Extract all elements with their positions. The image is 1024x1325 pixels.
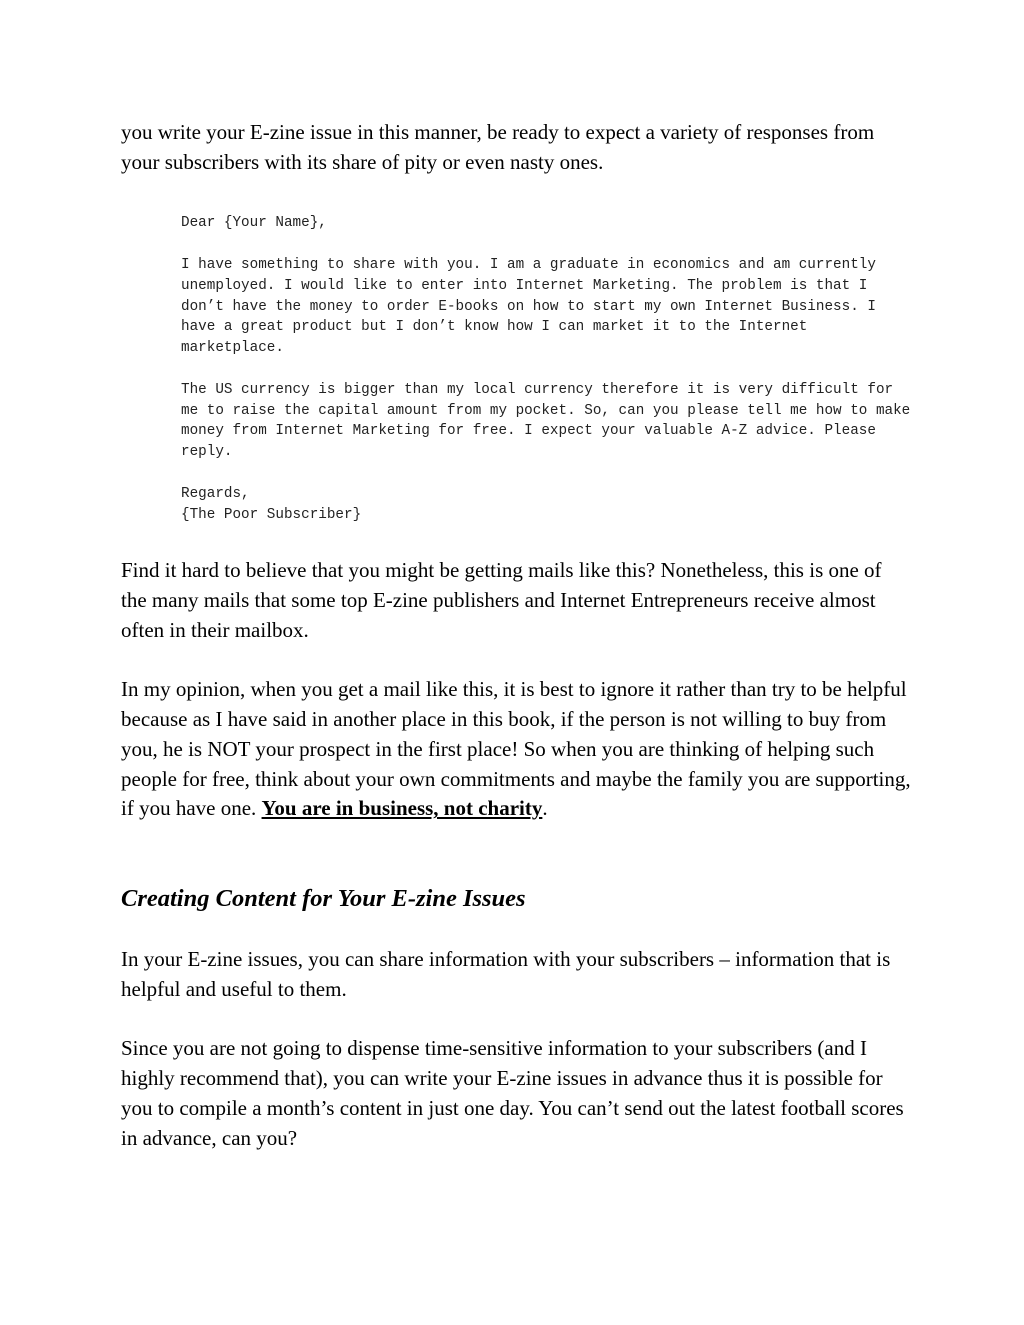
opinion-paragraph (121, 675, 911, 824)
share-info-paragraph: In your E-zine issues, you can share information with your subscribers – information that is helpful and useful to them. (121, 946, 891, 1001)
subscriber-letter (181, 213, 911, 525)
letter-paragraph-1: I have something to share with you. I am a graduate in economics and am currently unemployed. I would like to enter into Internet Marketing. The problem is that I don’t have the money to order E-books on how to start my own Internet Business. I have a great product but I don’t know how I can market it to the Internet marketplace. (181, 257, 876, 357)
intro-paragraph: you write your E-zine issue in this manner, be ready to expect a variety of responses from your subscribers with its share of pity or even nasty ones. (121, 120, 875, 174)
business-not-charity-emphasis: You are in business, not charity (261, 796, 543, 821)
section-heading: Creating Content for Your E-zine Issues (121, 884, 526, 912)
opinion-text: In my opinion, when you get a mail like this, it is best to ignore it rather than try to be helpful because as I have said in another place in this book, if the person is not willing to buy from you, he is NOT your prospect in the first place! So when you are thinking of helping such people for free, think about your own commitments and maybe the family you are supporting, if you have one. (121, 677, 911, 821)
since-paragraph: Since you are not going to dispense time-sensitive information to your subscribers (and I highly recommend that), you can write your E-zine issues in advance thus it is possible for you to compile a month’s content in just one day. You can’t send out the latest football scores in advance, can you? (121, 1036, 904, 1150)
letter-closing: Regards, (181, 485, 250, 502)
letter-paragraph-2: The US currency is bigger than my local currency therefore it is very difficult for me to raise the capital amount from my pocket. So, can you please tell me how to make money from Internet Marketing for free. I expect your valuable A-Z advice. Please reply. (181, 381, 911, 461)
letter-signature: {The Poor Subscriber} (181, 506, 362, 523)
document-page (121, 118, 911, 1153)
opinion-period: . (542, 796, 548, 821)
letter-greeting: Dear {Your Name}, (181, 215, 327, 232)
find-hard-paragraph: Find it hard to believe that you might be getting mails like this? Nonetheless, this is one of the many mails that some top E-zine publishers and Internet Entrepreneurs receive almost often in their mailbox. (121, 558, 882, 642)
